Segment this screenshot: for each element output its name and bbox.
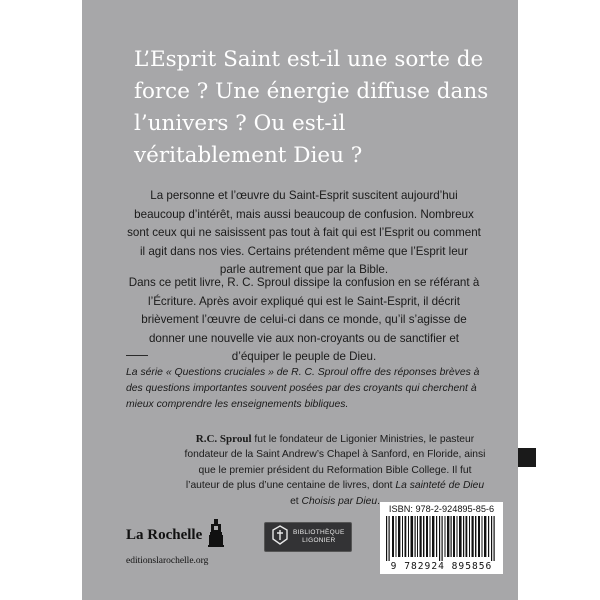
- author-bio-end: .: [377, 495, 380, 507]
- barcode-digits: 9 782924 895856: [390, 561, 493, 572]
- author-name: R.C. Sproul: [195, 433, 252, 445]
- description-paragraph-1: La personne et l’œuvre du Saint-Esprit suscitent aujourd’hui beaucoup d’intérêt, mais aussi beaucoup de confusion. Nombreux sont ceux qui ne saisissent pas tout à fait qui est l’Esprit ou comment il agit dans nos vies. Certains prétendent même que l’Esprit leur parle autrement que par la Bible.: [127, 189, 481, 276]
- barcode-icon: [384, 516, 499, 561]
- author-bio-text: fut le fondateur de Ligonier Ministries, le pasteur fondateur de la Saint Andrew’s Chapel à Sanford, en Floride, ainsi que le premier président du Reformation Bible College. Il fut l’auteur de plus d’une centaine de livres, dont: [184, 434, 486, 492]
- description-paragraph-2: Dans ce petit livre, R. C. Sproul dissipe la confusion en se référant à l’Écriture. Après avoir expliqué qui est le Saint-Esprit, il décrit brièvement l’œuvre de celui-ci dans ce monde, qu’il s’agisse de donner une nouvelle vie aux non-croyants ou de sanctifier et d’équiper le peuple de Dieu.: [128, 276, 480, 363]
- publisher-logo: [126, 520, 224, 550]
- ligonier-line-1: BIBLIOTHÈQUE: [293, 529, 345, 536]
- ligonier-line-2: LIGONIER: [302, 537, 336, 544]
- author-book-title: Choisis par Dieu: [301, 495, 378, 507]
- barcode-box: [380, 502, 503, 574]
- ligonier-icon: [271, 525, 289, 549]
- author-bio-conjunction: et: [290, 495, 302, 507]
- ligonier-badge: [264, 522, 352, 552]
- ligonier-label: [293, 529, 345, 545]
- isbn-text: ISBN: 978-2-924895-85-6: [388, 504, 495, 514]
- divider: [126, 355, 148, 356]
- series-note: La série « Questions cruciales » de R. C. Sproul offre des réponses brèves à des questions importantes souvent posées par des croyants qui cherchent à mieux comprendre les enseignements bibliques.: [126, 367, 480, 410]
- bell-tower-icon: [208, 519, 224, 551]
- headline: L’Esprit Saint est-il une sorte de force ? Une énergie diffuse dans l’univers ? Ou est-il véritablement Dieu ?: [134, 47, 489, 168]
- publisher-url: editionslarochelle.org: [126, 556, 209, 566]
- author-book-title: La sainteté de Dieu: [395, 480, 485, 492]
- author-bio: [182, 432, 488, 509]
- back-cover: [82, 0, 518, 600]
- edge-tab: [518, 448, 536, 467]
- publisher-name: La Rochelle: [126, 526, 203, 543]
